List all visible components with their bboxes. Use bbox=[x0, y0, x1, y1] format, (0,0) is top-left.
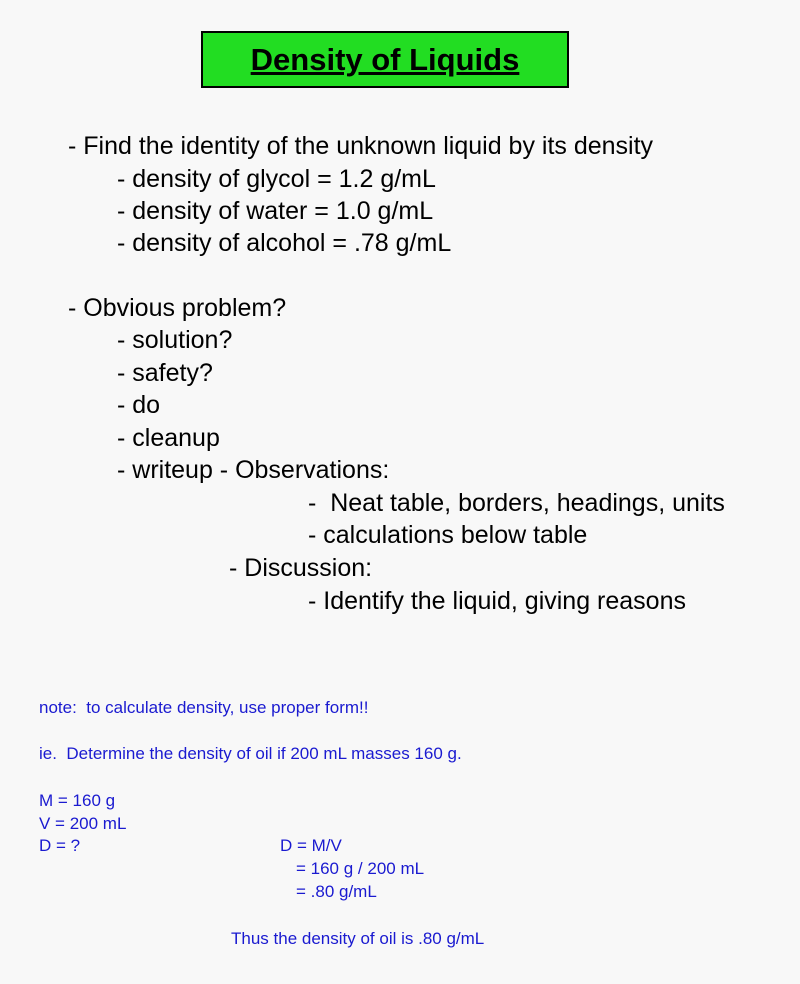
note-line: note: to calculate density, use proper form!! bbox=[39, 698, 369, 717]
given-mass: M = 160 g bbox=[39, 791, 116, 810]
example-line: ie. Determine the density of oil if 200 mL masses 160 g. bbox=[39, 744, 462, 763]
main-point-identity: - Find the identity of the unknown liquid by its density bbox=[68, 132, 654, 160]
neat-table-item: - Neat table, borders, headings, units bbox=[308, 489, 725, 517]
calculations-item: - calculations below table bbox=[308, 521, 588, 549]
identify-item: - Identify the liquid, giving reasons bbox=[308, 587, 686, 615]
main-point-problem: - Obvious problem? bbox=[68, 294, 287, 322]
do-item: - do bbox=[117, 391, 161, 419]
discussion-item: - Discussion: bbox=[229, 554, 373, 582]
given-volume: V = 200 mL bbox=[39, 814, 127, 833]
solution-item: - solution? bbox=[117, 326, 233, 354]
glycol-density: - density of glycol = 1.2 g/mL bbox=[117, 165, 436, 193]
writeup-item: - writeup - Observations: bbox=[117, 456, 390, 484]
conclusion-line: Thus the density of oil is .80 g/mL bbox=[231, 929, 485, 948]
safety-item: - safety? bbox=[117, 359, 213, 387]
alcohol-density: - density of alcohol = .78 g/mL bbox=[117, 229, 452, 257]
calc-step-1: = 160 g / 200 mL bbox=[296, 859, 425, 878]
water-density: - density of water = 1.0 g/mL bbox=[117, 197, 434, 225]
calc-step-2: = .80 g/mL bbox=[296, 882, 377, 901]
title-box bbox=[201, 31, 569, 88]
density-formula: D = M/V bbox=[280, 836, 342, 855]
given-density: D = ? bbox=[39, 836, 81, 855]
cleanup-item: - cleanup bbox=[117, 424, 220, 452]
page-title: Density of Liquids bbox=[250, 41, 520, 77]
